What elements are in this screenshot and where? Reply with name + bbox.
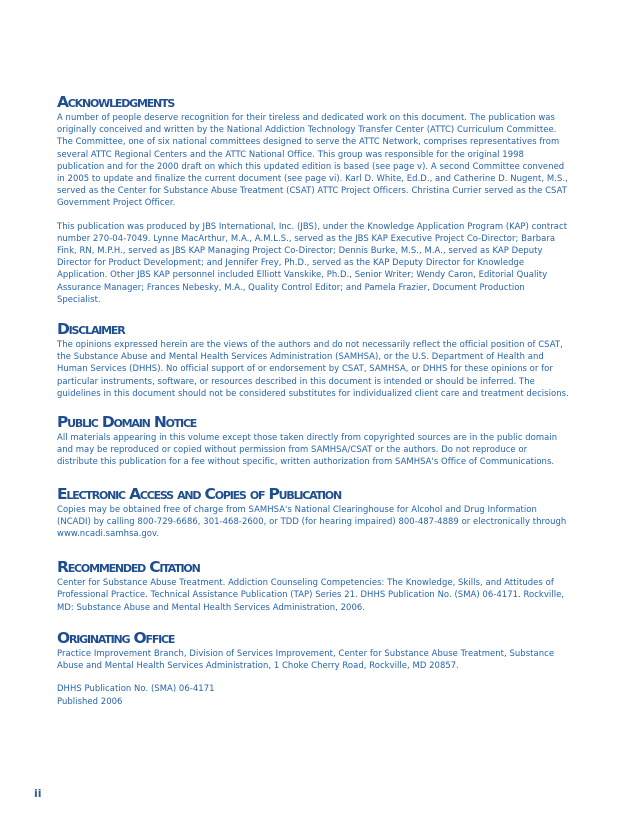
section-heading-originating-office: Originating Office (57, 628, 175, 647)
section-heading-electronic-access: Electronic Access and Copies of Publication (57, 484, 341, 503)
section-electronic-access (57, 486, 569, 540)
section-recommended-citation (57, 559, 569, 613)
section-acknowledgments (57, 94, 569, 305)
section-heading-disclaimer: Disclaimer (57, 320, 125, 339)
section-disclaimer (57, 321, 569, 399)
paragraph-electronic-access: Copies may be obtained free of charge from SAMHSA's National Clearinghouse for Alcohol and Drug Information (NCADI) by calling 800-729-6686, 301-468-2600, or TDD (for hearing impaired) 800-487-4889 or electronically through www.ncadi.samhsa.gov. (57, 503, 567, 539)
section-heading-acknowledgments: Acknowledgments (57, 93, 175, 111)
section-heading-recommended-citation: Recommended Citation (57, 558, 200, 577)
page-number: ii (34, 787, 42, 800)
section-originating-office (57, 630, 569, 707)
section-public-domain-notice (57, 414, 569, 468)
paragraph-acknowledgments-1: A number of people deserve recognition for their tireless and dedicated work on this document. The publication was originally conceived and written by the National Addiction Technology Transfer Center (ATTC) Curriculum Committee. The Committee, one of six national committees designed to serve the ATTC Network, comprises representatives from several ATTC Regional Centers and the ATTC National Office. This group was responsible for the original 1998 publication and for the 2000 draft on which this updated edition is based (see page v). A second Committee convened in 2005 to update and finalize the current document (see page vi). Karl D. White, Ed.D., and Catherine D. Nugent, M.S., served as the Center for Substance Abuse Treatment (CSAT) ATTC Project Officers. Christina Currier served as the CSAT Government Project Officer. (57, 112, 568, 208)
paragraph-originating-office: Practice Improvement Branch, Division of Services Improvement, Center for Substance Abuse Treatment, Substance Abuse and Mental Health Services Administration, 1 Choke Cherry Road, Rockville, MD 20857. (57, 647, 555, 671)
paragraph-acknowledgments-2: This publication was produced by JBS International, Inc. (JBS), under the Knowledge Application Program (KAP) contract number 270-04-7049. Lynne MacArthur, M.A., A.M.L.S., served as the JBS KAP Executive Project Co-Director; Barbara Fink, RN, M.P.H., served as JBS KAP Managing Project Co-Director; Dennis Burke, M.S., M.A., served as KAP Deputy Director for Product Development; and Jennifer Frey, Ph.D., served as the KAP Deputy Director for Knowledge Application. Other JBS KAP personnel included Elliott Vanskike, Ph.D., Senior Writer; Wendy Caron, Editorial Quality Assurance Manager; Frances Nebesky, M.A., Quality Control Editor; and Pamela Frazier, Document Production Specialist. (57, 220, 568, 304)
paragraph-disclaimer: The opinions expressed herein are the views of the authors and do not necessarily reflect the official position of CSAT, the Substance Abuse and Mental Health Services Administration (SAMHSA), or the U.S. Department of Health and Human Services (DHHS). No official support of or endorsement by CSAT, SAMHSA, or DHHS for these opinions or for particular instruments, software, or resources described in this document is intended or should be inferred. The guidelines in this document should not be considered substitutes for individualized client care and treatment decisions. (57, 339, 569, 398)
paragraph-recommended-citation: Center for Substance Abuse Treatment. Addiction Counseling Competencies: The Knowledge, Skills, and Attitudes of Professional Practice. Technical Assistance Publication (TAP) Series 21. DHHS Publication No. (SMA) 06-4171. Rockville, MD: Substance Abuse and Mental Health Services Administration, 2006. (57, 577, 565, 612)
page-content (57, 94, 569, 729)
paragraph-public-domain-notice: All materials appearing in this volume except those taken directly from copyrighted sources are in the public domain and may be reproduced or copied without permission from SAMHSA/CSAT or the authors. Do not reproduce or distribute this publication for a fee without specific, written authorization from SAMHSA's Office of Communications. (57, 432, 558, 467)
section-heading-public-domain-notice: Public Domain Notice (57, 413, 197, 432)
paragraph-publication-info: DHHS Publication No. (SMA) 06-4171 Published 2006 (57, 683, 215, 706)
